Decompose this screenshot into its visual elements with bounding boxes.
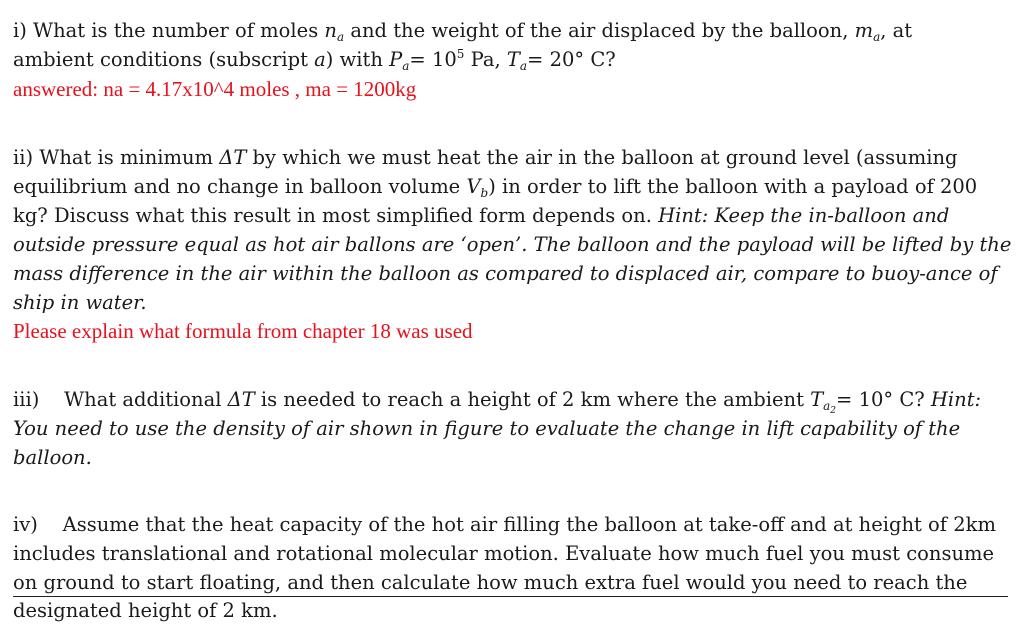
text: iii) What additional	[13, 388, 228, 411]
q4-line-4: designated height of 2 km.	[13, 599, 278, 622]
math-var: ΔT	[227, 388, 255, 411]
text: ) in order to lift the balloon with a payload of 200	[488, 175, 978, 198]
math-var: ΔT	[219, 146, 247, 169]
text: ambient conditions (subscript	[13, 48, 315, 71]
text: is needed to reach a height of 2 km where the ambient	[254, 388, 811, 411]
text: = 20° C?	[527, 48, 616, 71]
q2-line-4: outside pressure equal as hot air ballons are ‘open’. The balloon and the payload will be lifted by the	[13, 233, 1012, 256]
text: ) with	[325, 48, 390, 71]
math-sub: a	[519, 59, 528, 73]
math-var: n	[324, 19, 337, 42]
text: by which we must heat the air in the balloon at ground level (assuming	[246, 146, 958, 169]
math-sub: a	[402, 59, 410, 73]
q2-line-6: ship in water.	[13, 291, 147, 314]
math-var: T	[506, 48, 520, 71]
q4-line-2: includes translational and rotational molecular motion. Evaluate how much fuel you must consume	[13, 542, 995, 565]
text: = 10	[409, 48, 457, 71]
text: equilibrium and no change in balloon volume	[13, 175, 467, 198]
q3-line-1	[13, 387, 982, 416]
math-var: T	[810, 388, 824, 411]
divider-line	[13, 596, 1008, 597]
text: kg? Discuss what this result in most simplified form depends on.	[13, 204, 659, 227]
text: ii) What is minimum	[13, 146, 220, 169]
q1-line-2	[13, 47, 616, 73]
text: i) What is the number of moles	[13, 19, 325, 42]
text: Pa,	[464, 48, 507, 71]
math-sub: b	[480, 186, 489, 200]
math-var: V	[466, 175, 481, 198]
math-var: a	[314, 48, 326, 71]
q3-line-3: balloon.	[13, 446, 92, 469]
q4-line-3: on ground to start floating, and then calculate how much extra fuel would you need to reach the	[13, 571, 968, 594]
math-sub: a	[873, 30, 881, 44]
math-var: m	[854, 19, 874, 42]
math-sub: a	[336, 30, 345, 44]
q3-line-2: You need to use the density of air shown in figure to evaluate the change in lift capability of the	[13, 417, 961, 440]
q2-line-5: mass difference in the air within the balloon as compared to displaced air, compare to buoy-ance of	[13, 262, 998, 285]
q2-request: Please explain what formula from chapter 18 was used	[13, 319, 473, 343]
math-sub: a	[823, 399, 831, 413]
math-sub: 2	[830, 406, 837, 416]
math-var: P	[389, 48, 403, 71]
text: = 10° C?	[836, 388, 931, 411]
q4-line-1: iv) Assume that the heat capacity of the hot air filling the balloon at take-off and at height of 2km	[13, 513, 996, 536]
math-sup: 5	[456, 47, 465, 61]
text: and the weight of the air displaced by the balloon,	[344, 19, 855, 42]
q2-line-1	[13, 145, 958, 171]
q1-answer: answered: na = 4.17x10^4 moles , ma = 1200kg	[13, 77, 417, 101]
q1-line-1	[13, 18, 912, 44]
hint-text: Hint: Keep the in-balloon and	[658, 204, 950, 227]
text: , at	[880, 19, 913, 42]
q2-line-3	[13, 203, 949, 229]
hint-text: Hint:	[930, 388, 982, 411]
q2-line-2	[13, 174, 977, 200]
